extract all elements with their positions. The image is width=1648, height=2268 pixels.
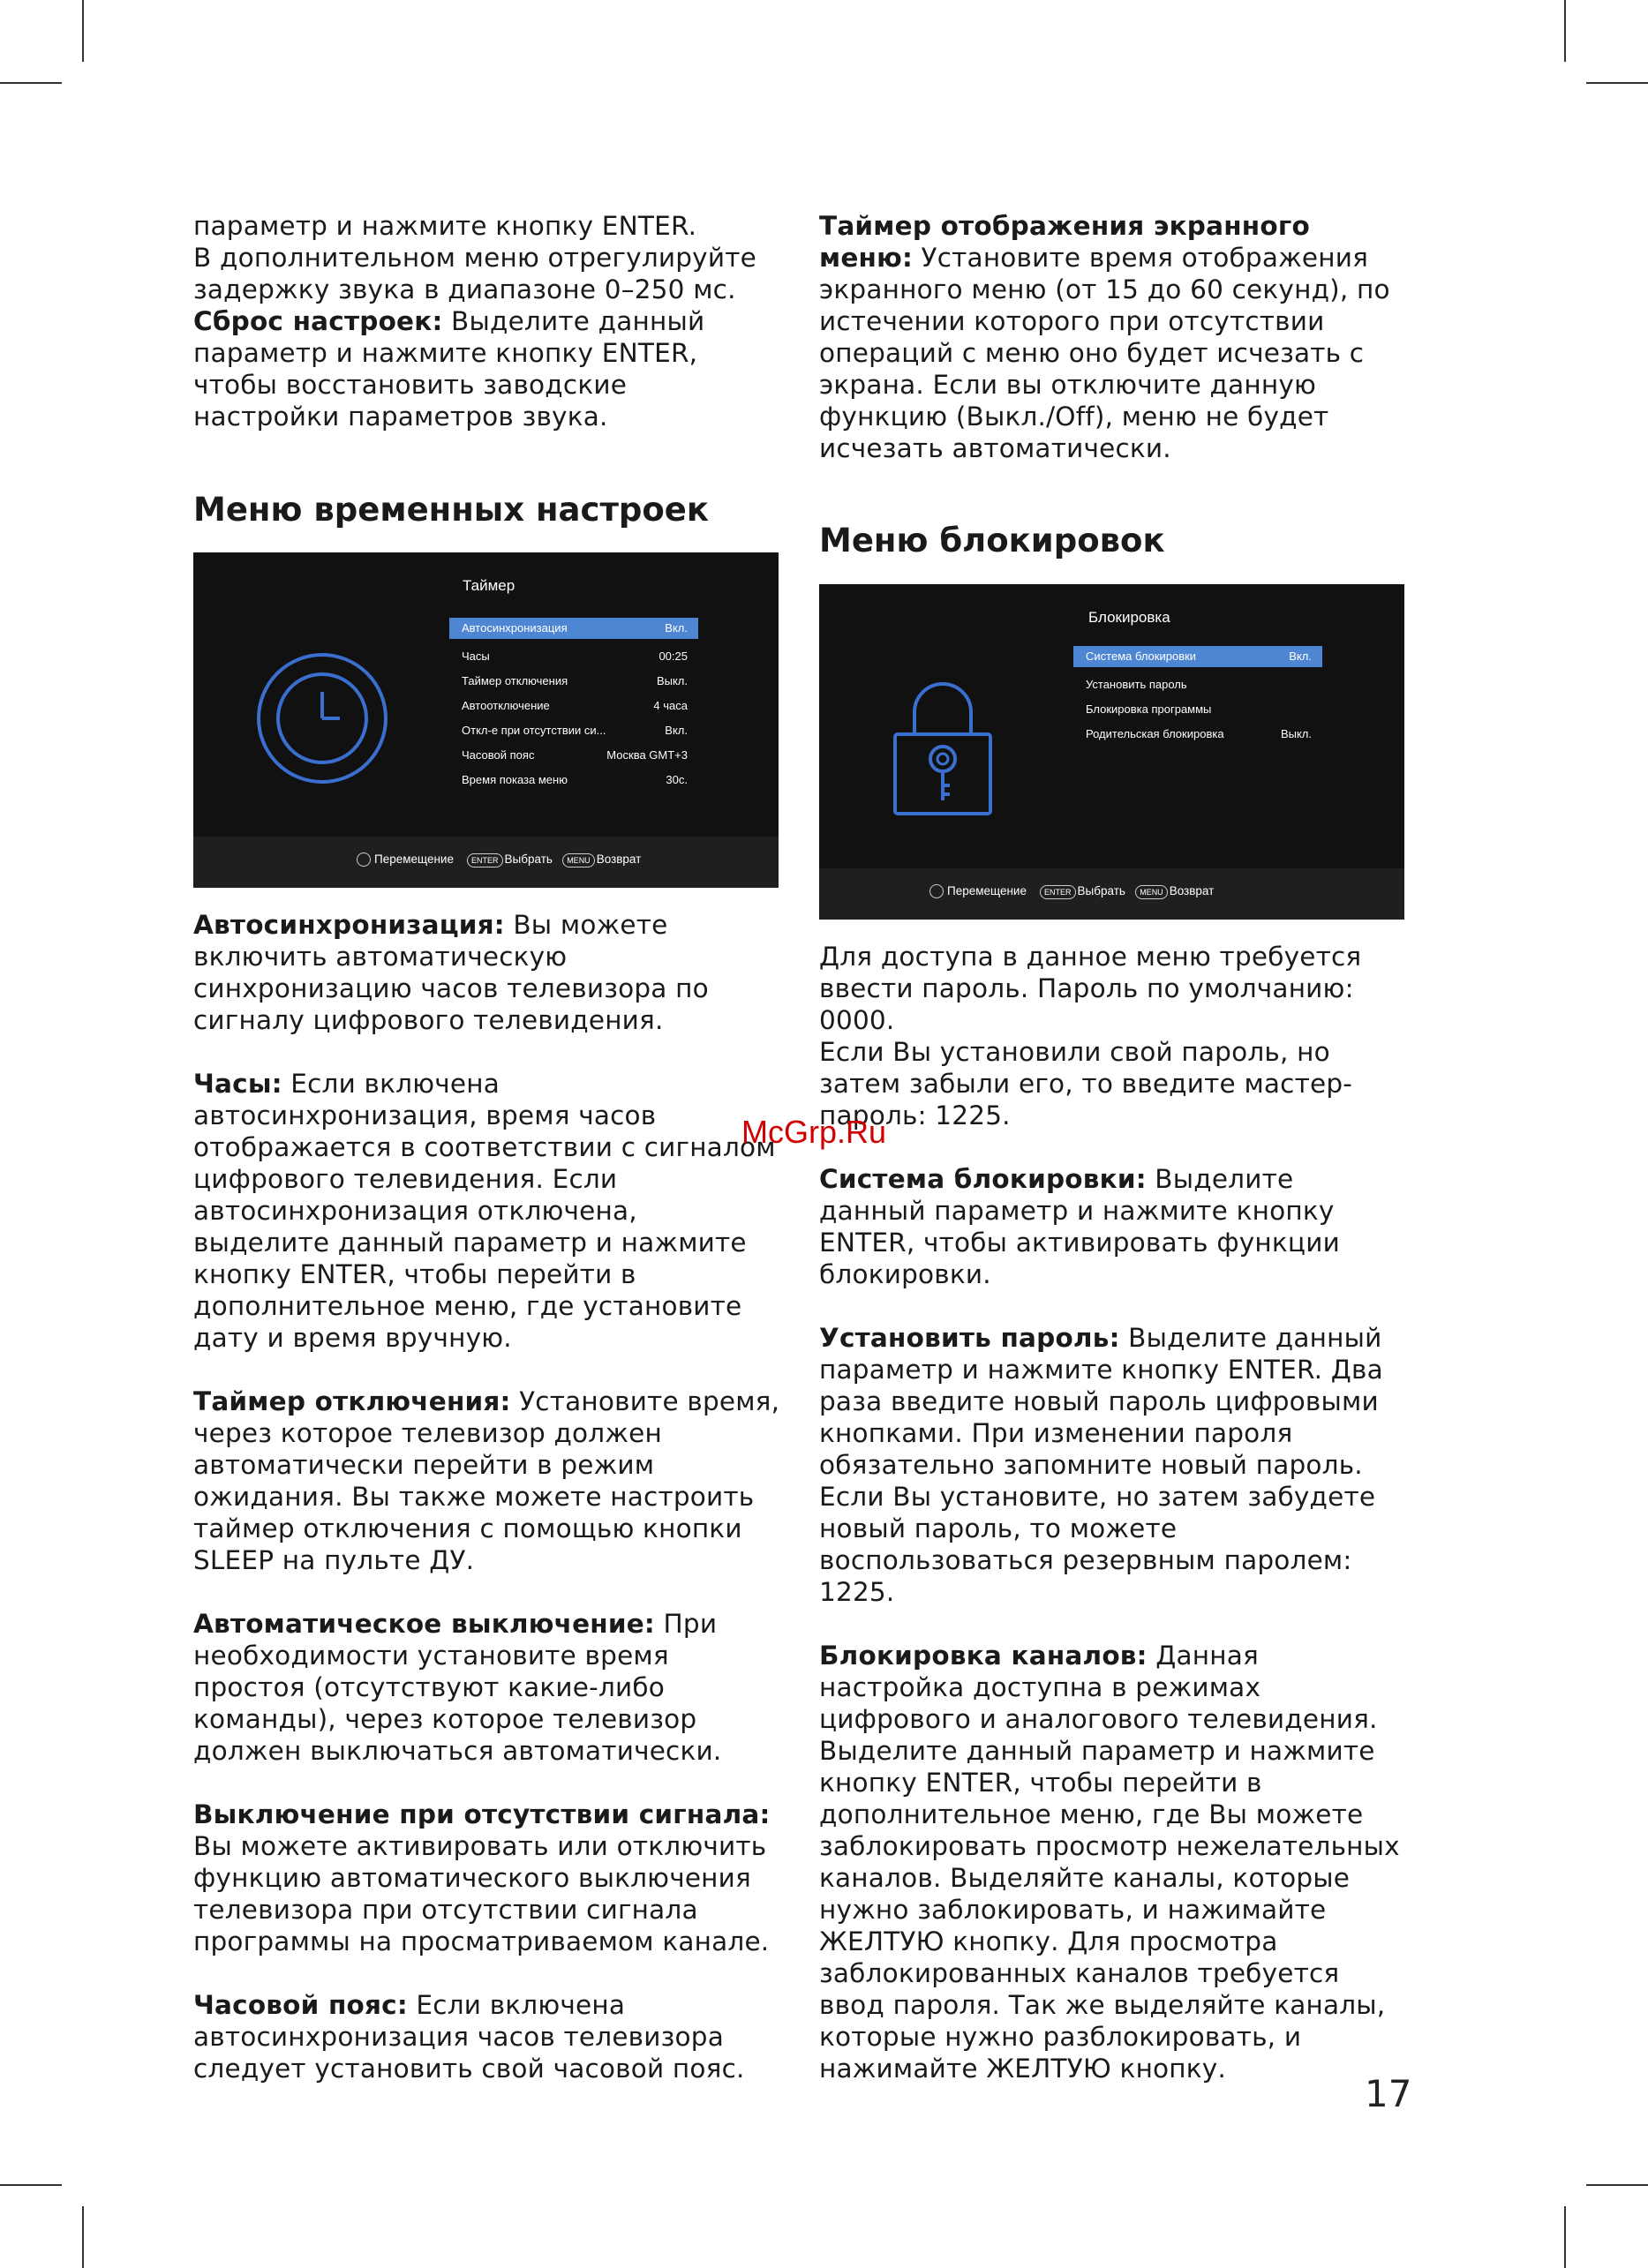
enter-key-icon: ENTER: [1040, 885, 1076, 899]
menu-row[interactable]: [449, 646, 698, 667]
crop-mark: [1564, 2206, 1566, 2268]
menu-row[interactable]: [449, 671, 698, 692]
clock-icon: [252, 648, 393, 789]
menu-row-value: Выкл.: [656, 674, 688, 687]
menu-row-label: Откл-е при отсутствии си...: [462, 724, 606, 737]
menu-row-label: Автосинхронизация: [462, 621, 568, 635]
menu-row[interactable]: [449, 720, 698, 741]
enter-key-icon: ENTER: [467, 853, 503, 867]
paragraph: Автоматическое выключение: При необходимости установите время простоя (отсутствуют какие-либо команды), через которое телевизор должен выключаться автоматически.: [193, 1609, 722, 1766]
paragraph: Часы: Если включена автосинхронизация, время часов отображается в соответствии с сигналом цифрового телевидения. Если автосинхронизация отключена, выделите данный параметр и нажмите кнопку ENTER, чтобы перейти в дополнительное меню, где установите дату и время вручную.: [193, 1069, 776, 1353]
intro-line: параметр и нажмите кнопку ENTER.: [193, 211, 697, 241]
menu-row[interactable]: [1073, 699, 1322, 720]
crop-mark: [1586, 82, 1648, 84]
timer-menu-screenshot: [193, 552, 779, 888]
menu-title: Таймер: [463, 577, 515, 594]
paragraph: Часовой пояс: Если включена автосинхронизация часов телевизора следует установить свой часовой пояс.: [193, 1990, 745, 2084]
left-body: [193, 909, 780, 2116]
menu-row-label: Часовой пояс: [462, 748, 535, 762]
padlock-key-icon: [890, 672, 996, 822]
term: Сброс настроек:: [193, 306, 443, 336]
menu-title: Блокировка: [1088, 609, 1170, 626]
menu-row[interactable]: [1073, 674, 1322, 695]
paragraph: Для доступа в данное меню требуется ввести пароль. Пароль по умолчанию: 0000.: [819, 942, 1362, 1035]
navigate-icon: [929, 884, 944, 898]
watermark: McGrp.Ru: [741, 1114, 887, 1150]
menu-row-value: 00:25: [658, 650, 688, 663]
paragraph: Выключение при отсутствии сигнала: Вы можете активировать или отключить функцию автоматического выключения телевизора при отсутствии сигнала программы на просматриваемом канале.: [193, 1799, 771, 1956]
menu-row-value: 4 часа: [653, 699, 688, 712]
paragraph: Если Вы установили свой пароль, но затем забыли его, то введите мастер-пароль: 1225.: [819, 1037, 1353, 1130]
lock-menu-screenshot: [819, 584, 1404, 920]
menu-row-label: Система блокировки: [1086, 650, 1197, 663]
page-number: 17: [1365, 2072, 1412, 2115]
menu-key-icon: MENU: [1135, 885, 1168, 899]
paragraph: Таймер отключения: Установите время, через которое телевизор должен автоматически перейти в режим ожидания. Вы также можете настроить таймер отключения с помощью кнопки SLEEP на пульте ДУ.: [193, 1386, 780, 1575]
menu-row-label: Родительская блокировка: [1086, 727, 1224, 740]
menu-row[interactable]: [1073, 646, 1322, 667]
navigate-icon: [357, 852, 371, 867]
menu-row-label: Часы: [462, 650, 490, 663]
hint-row: Перемещение ENTER Выбрать MENU Возврат: [357, 852, 641, 867]
menu-row-value: Выкл.: [1280, 727, 1312, 740]
right-body: [819, 941, 1406, 2116]
menu-row-label: Таймер отключения: [462, 674, 568, 687]
crop-mark: [0, 2184, 62, 2186]
menu-row[interactable]: [1073, 724, 1322, 745]
paragraph: Блокировка каналов: Данная настройка доступна в режимах цифрового и аналогового телевидения. Выделите данный параметр и нажмите кнопку ENTER, чтобы перейти в дополнительное меню, где Вы можете заблокировать просмотр нежелательных каналов. Выделяйте каналы, которые нужно заблокировать, и нажимайте ЖЕЛТУЮ кнопку. Для просмотра заблокированных каналов требуется ввод пароля. Так же выделяйте каналы, которые нужно разблокировать, и нажимайте ЖЕЛТУЮ кнопку.: [819, 1641, 1400, 2084]
left-intro: [193, 210, 780, 432]
menu-row[interactable]: [449, 618, 698, 639]
section-heading-lock: Меню блокировок: [819, 522, 1165, 559]
crop-mark: [82, 0, 84, 62]
section-heading-timer: Меню временных настроек: [193, 491, 710, 529]
menu-row-value: Вкл.: [1289, 650, 1312, 663]
menu-row-label: Установить пароль: [1086, 678, 1187, 691]
menu-row[interactable]: [449, 745, 698, 766]
menu-row-value: Вкл.: [665, 621, 688, 635]
reset-paragraph: Сброс настроек: Выделите данный параметр и нажмите кнопку ENTER, чтобы восстановить заводские настройки параметров звука.: [193, 306, 705, 432]
crop-mark: [1564, 0, 1566, 62]
right-intro: [819, 210, 1406, 464]
crop-mark: [1586, 2184, 1648, 2186]
menu-row-value: 30с.: [666, 773, 688, 786]
paragraph: Система блокировки: Выделите данный параметр и нажмите кнопку ENTER, чтобы активировать функции блокировки.: [819, 1164, 1340, 1289]
menu-row-label: Время показа меню: [462, 773, 568, 786]
paragraph: Таймер отображения экранного меню: Установите время отображения экранного меню (от 15 до 60 секунд), по истечении которого при отсутствии операций с меню оно будет исчезать с экрана. Если вы отключите данную функцию (Выкл./Off), меню не будет исчезать автоматически.: [819, 211, 1390, 463]
paragraph: Установить пароль: Выделите данный параметр и нажмите кнопку ENTER. Два раза введите новый пароль цифровыми кнопками. При изменении пароля обязательно запомните новый пароль. Если Вы установите, но затем забудете новый пароль, то можете воспользоваться резервным паролем: 1225.: [819, 1323, 1383, 1607]
crop-mark: [0, 82, 62, 84]
paragraph: Автосинхронизация: Вы можете включить автоматическую синхронизацию часов телевизора по сигналу цифрового телевидения.: [193, 910, 709, 1035]
menu-row[interactable]: [449, 695, 698, 717]
intro-line: В дополнительном меню отрегулируйте задержку звука в диапазоне 0–250 мс.: [193, 243, 756, 304]
menu-key-icon: MENU: [562, 853, 595, 867]
menu-row-label: Автоотключение: [462, 699, 550, 712]
hint-row: Перемещение ENTER Выбрать MENU Возврат: [929, 884, 1214, 899]
menu-row-value: Вкл.: [665, 724, 688, 737]
menu-row[interactable]: [449, 770, 698, 791]
crop-mark: [82, 2206, 84, 2268]
menu-row-label: Блокировка программы: [1086, 702, 1212, 716]
menu-row-value: Москва GMT+3: [606, 748, 688, 762]
